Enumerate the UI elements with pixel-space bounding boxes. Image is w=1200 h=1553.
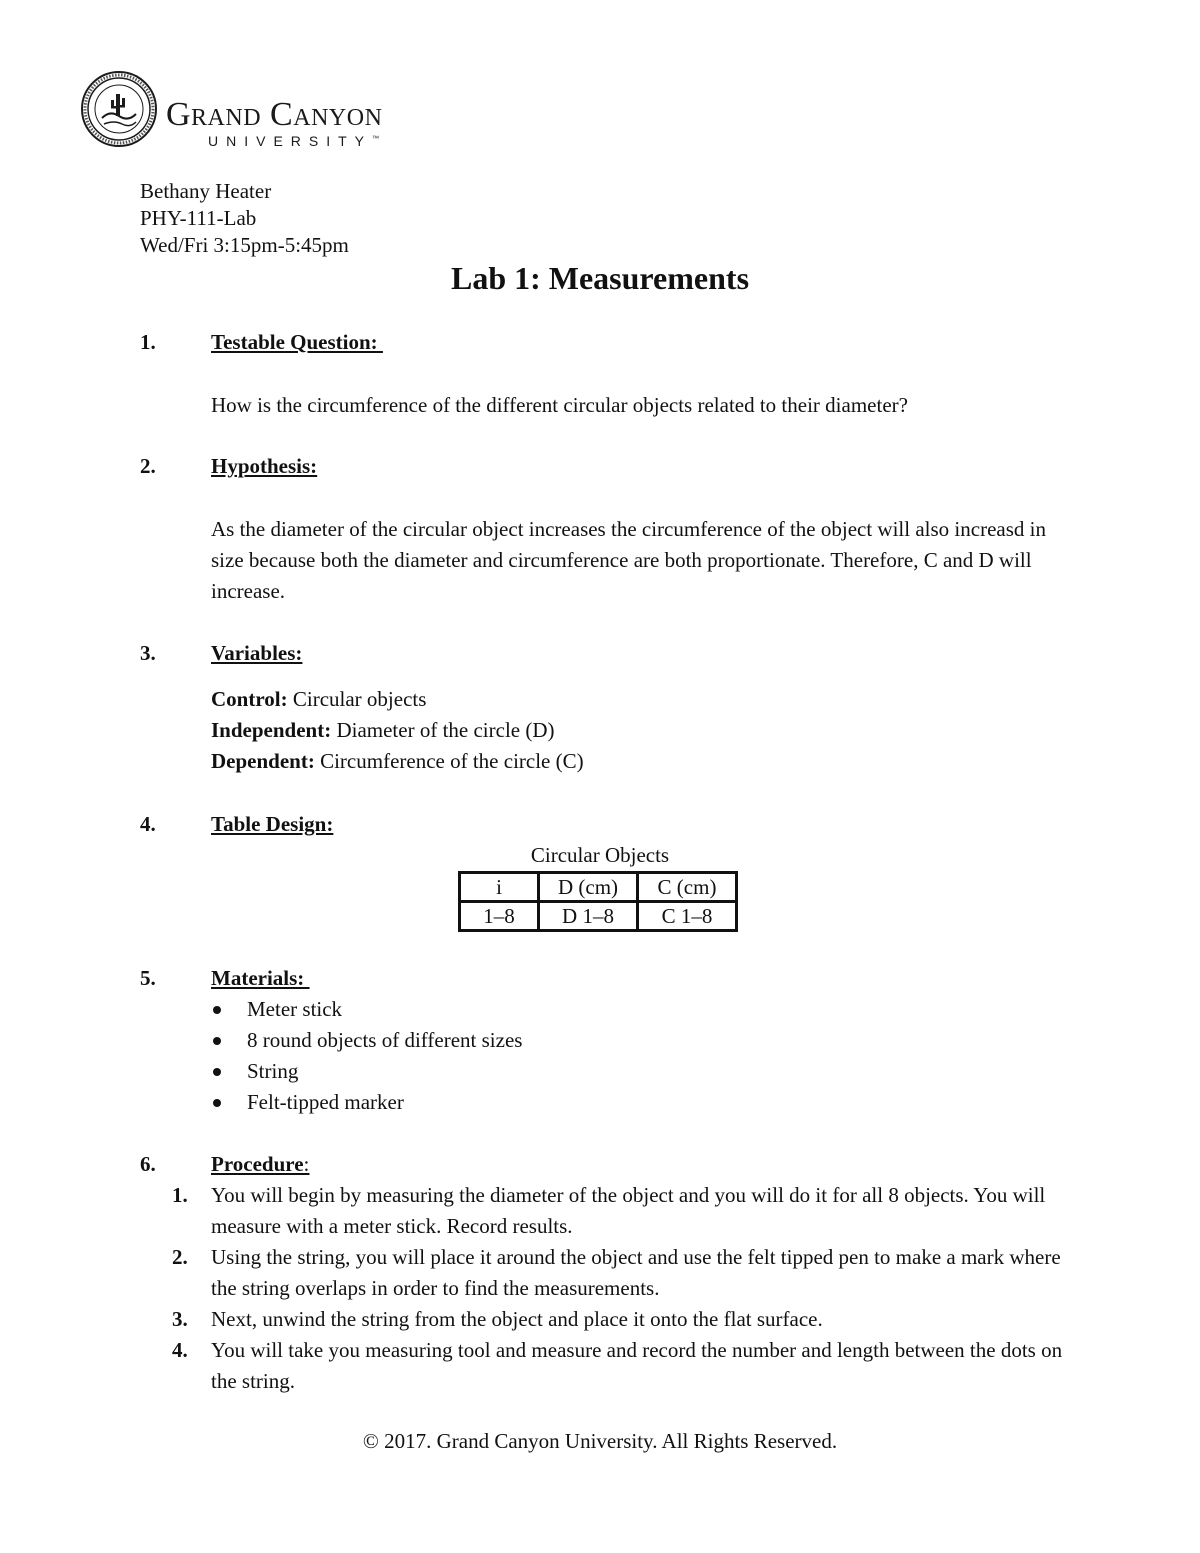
variable-value: Circumference of the circle (C) (314, 749, 584, 773)
bullet-icon (213, 1068, 221, 1076)
logo-name: Grand Canyon (166, 96, 383, 133)
list-item (211, 1087, 522, 1118)
university-seal-icon (80, 70, 158, 148)
bullet-icon (213, 1099, 221, 1107)
data-table (458, 871, 738, 932)
class-schedule: Wed/Fri 3:15pm-5:45pm (140, 233, 349, 257)
procedure-heading-text: Procedure (211, 1152, 304, 1176)
variable-label: Independent: (211, 718, 332, 742)
section-heading-hypothesis: Hypothesis: (211, 454, 318, 478)
section-number: 3. (140, 641, 156, 665)
materials-list (211, 994, 522, 1118)
section-number: 5. (140, 966, 156, 990)
table-cell: 1–8 (460, 902, 539, 931)
table-row (460, 902, 737, 931)
logo-subtitle-text: UNIVERSITY (208, 133, 373, 149)
table-cell: C 1–8 (638, 902, 737, 931)
university-logo (80, 70, 440, 150)
testable-question-text: How is the circumference of the different circular objects related to their diameter? (211, 393, 908, 417)
list-item (211, 1056, 522, 1087)
material-text: 8 round objects of different sizes (247, 1028, 523, 1052)
list-item (211, 1025, 522, 1056)
bullet-icon (213, 1006, 221, 1014)
table-header-cell: D (cm) (539, 873, 638, 902)
table-header-cell: C (cm) (638, 873, 737, 902)
list-item (172, 1304, 1072, 1335)
section-heading-materials: Materials: (211, 966, 310, 990)
step-text: You will take you measuring tool and measure and record the number and length between the dots on the string. (211, 1338, 1063, 1393)
list-item (172, 1180, 1072, 1242)
table-header-row (460, 873, 737, 902)
course-code: PHY-111-Lab (140, 206, 257, 230)
variable-value: Circular objects (287, 687, 427, 711)
table-cell: D 1–8 (539, 902, 638, 931)
table-caption: Circular Objects (530, 843, 670, 867)
variables-list (211, 684, 1071, 777)
material-text: Meter stick (247, 997, 343, 1021)
variable-value: Diameter of the circle (D) (331, 718, 555, 742)
step-text: Next, unwind the string from the object and place it onto the flat surface. (211, 1307, 823, 1331)
procedure-heading-colon: : (303, 1152, 310, 1176)
table-header-cell: i (460, 873, 539, 902)
step-number: 4. (172, 1338, 188, 1362)
step-number: 2. (172, 1245, 188, 1269)
variable-label: Control: (211, 687, 288, 711)
copyright-footer: © 2017. Grand Canyon University. All Rights Reserved. (362, 1429, 838, 1453)
list-item (172, 1335, 1072, 1397)
list-item (211, 994, 522, 1025)
logo-trademark: ™ (372, 135, 380, 143)
step-number: 1. (172, 1183, 188, 1207)
author-block (140, 178, 349, 259)
document-title: Lab 1: Measurements (450, 260, 750, 296)
material-text: String (247, 1059, 299, 1083)
list-item (172, 1242, 1072, 1304)
step-text: Using the string, you will place it around the object and use the felt tipped pen to make a mark where the string overlaps in order to find the measurements. (211, 1245, 1061, 1300)
section-heading-testable-question: Testable Question: (211, 330, 383, 354)
variable-dependent (211, 746, 1071, 777)
hypothesis-text: As the diameter of the circular object increases the circumference of the object will also increasd in size because both the diameter and circumference are both proportionate. Therefore, C and D will increase. (211, 517, 1046, 603)
procedure-steps (172, 1180, 1072, 1397)
section-heading-table-design: Table Design: (211, 812, 334, 836)
step-text: You will begin by measuring the diameter of the object and you will do it for all 8 objects. You will measure with a meter stick. Record results. (211, 1183, 1046, 1238)
section-heading-procedure (211, 1151, 309, 1178)
logo-subtitle (208, 134, 379, 148)
variable-independent (211, 715, 1071, 746)
author-name: Bethany Heater (140, 179, 272, 203)
section-number: 2. (140, 454, 156, 478)
material-text: Felt-tipped marker (247, 1090, 404, 1114)
section-number: 1. (140, 330, 156, 354)
variable-control (211, 684, 1071, 715)
section-number: 6. (140, 1152, 156, 1176)
section-number: 4. (140, 812, 156, 836)
variable-label: Dependent: (211, 749, 315, 773)
section-heading-variables: Variables: (211, 641, 303, 665)
bullet-icon (213, 1037, 221, 1045)
step-number: 3. (172, 1307, 188, 1331)
